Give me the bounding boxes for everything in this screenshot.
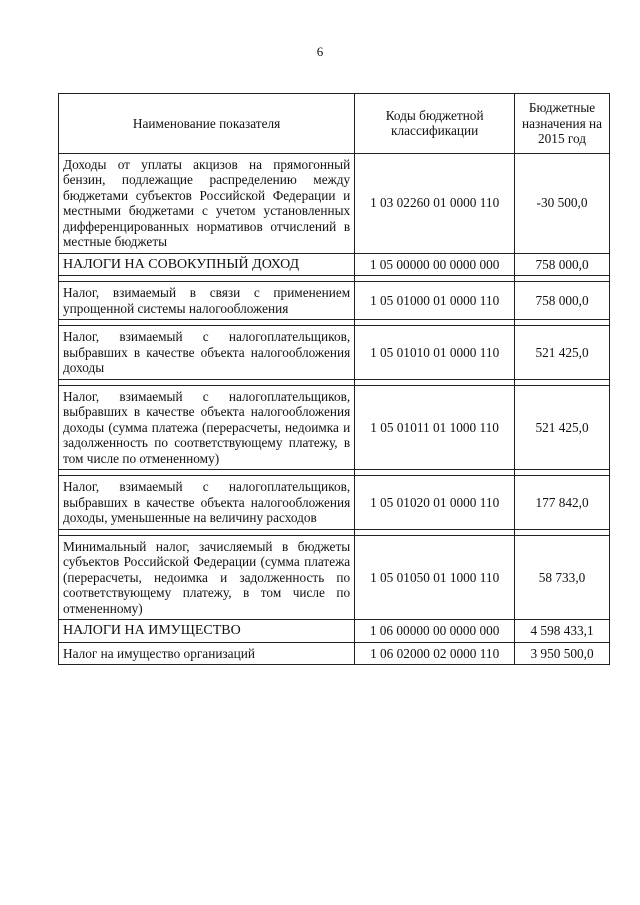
row-code: 1 03 02260 01 0000 110 xyxy=(355,153,515,253)
row-amount: 58 733,0 xyxy=(515,535,610,620)
row-code: 1 05 01000 01 0000 110 xyxy=(355,282,515,320)
row-amount: 4 598 433,1 xyxy=(515,620,610,643)
row-amount: 521 425,0 xyxy=(515,385,610,470)
row-amount: 177 842,0 xyxy=(515,476,610,530)
row-name: Минимальный налог, зачисляемый в бюджеты субъектов Российской Федерации (сумма платежа (перерасчеты, недоимка и задолженность по соответствующему платежу, в том числе по отмененному) xyxy=(59,535,355,620)
row-code: 1 05 00000 00 0000 000 xyxy=(355,253,515,276)
table-header-row xyxy=(59,94,610,154)
row-code: 1 05 01010 01 0000 110 xyxy=(355,326,515,380)
table-row xyxy=(59,620,610,643)
row-name: Налог, взимаемый с налогоплательщиков, выбравших в качестве объекта налогообложения доходы (сумма платежа (перерасчеты, недоимка и задолженность по соответствующему платежу, в том числе по отмененному) xyxy=(59,385,355,470)
table-row xyxy=(59,642,610,665)
header-amount: Бюджетные назначения на 2015 год xyxy=(515,94,610,154)
row-name: НАЛОГИ НА ИМУЩЕСТВО xyxy=(59,620,355,643)
table-row xyxy=(59,326,610,380)
row-code: 1 05 01050 01 1000 110 xyxy=(355,535,515,620)
row-amount: 758 000,0 xyxy=(515,253,610,276)
table-row xyxy=(59,153,610,253)
row-code: 1 05 01020 01 0000 110 xyxy=(355,476,515,530)
row-name: Налог, взимаемый с налогоплательщиков, выбравших в качестве объекта налогообложения доходы xyxy=(59,326,355,380)
table-row xyxy=(59,476,610,530)
header-name: Наименование показателя xyxy=(59,94,355,154)
row-amount: -30 500,0 xyxy=(515,153,610,253)
page-number: 6 xyxy=(316,44,324,59)
row-code: 1 06 02000 02 0000 110 xyxy=(355,642,515,665)
table-row xyxy=(59,385,610,470)
row-name: Налог, взимаемый с налогоплательщиков, выбравших в качестве объекта налогообложения доходы, уменьшенные на величину расходов xyxy=(59,476,355,530)
table-row xyxy=(59,253,610,276)
row-name: НАЛОГИ НА СОВОКУПНЫЙ ДОХОД xyxy=(59,253,355,276)
table-row xyxy=(59,282,610,320)
header-code: Коды бюджетной классификации xyxy=(355,94,515,154)
row-code: 1 06 00000 00 0000 000 xyxy=(355,620,515,643)
table-row xyxy=(59,535,610,620)
budget-table xyxy=(58,93,610,665)
row-code: 1 05 01011 01 1000 110 xyxy=(355,385,515,470)
row-amount: 758 000,0 xyxy=(515,282,610,320)
row-amount: 521 425,0 xyxy=(515,326,610,380)
row-name: Налог на имущество организаций xyxy=(59,642,355,665)
row-name: Налог, взимаемый в связи с применением упрощенной системы налогообложения xyxy=(59,282,355,320)
row-amount: 3 950 500,0 xyxy=(515,642,610,665)
row-name: Доходы от уплаты акцизов на прямогонный бензин, подлежащие распределению между бюджетами субъектов Российской Федерации и местными бюджетами с учетом установленных дифференцированных нормативов отчислений в местные бюджеты xyxy=(59,153,355,253)
